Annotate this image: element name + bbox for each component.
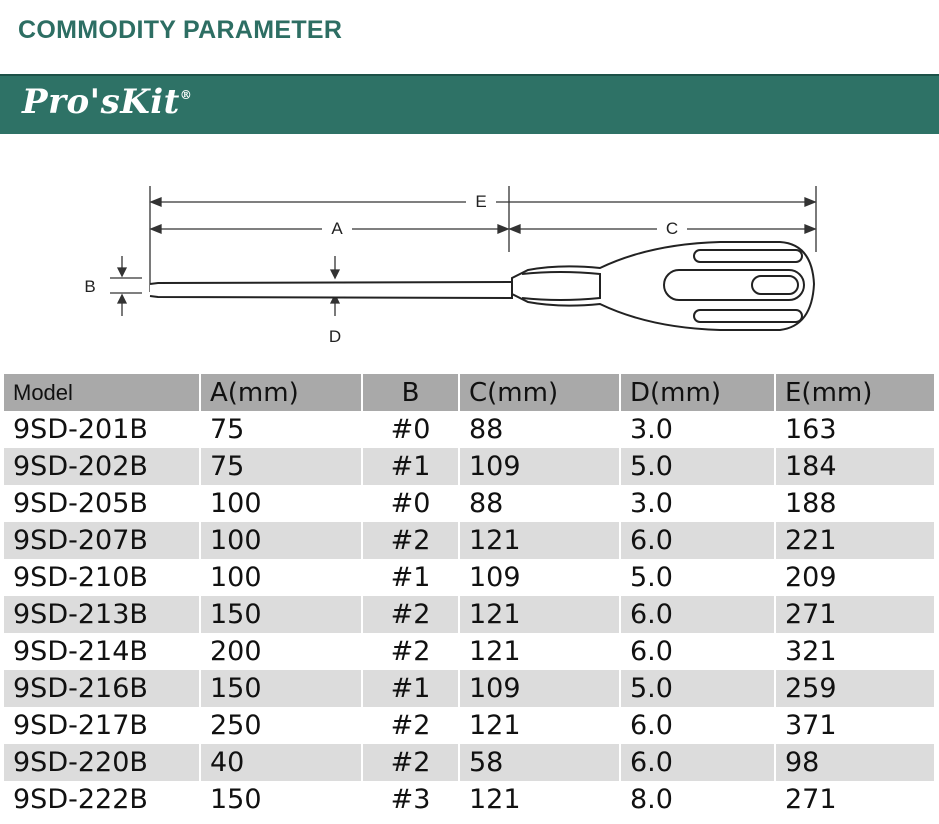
cell-b: #1: [362, 559, 459, 596]
dimension-b: [110, 256, 142, 316]
cell-b: #1: [362, 448, 459, 485]
table-row: [4, 744, 935, 781]
cell-model: 9SD-214B: [4, 633, 200, 670]
cell-e: 209: [775, 559, 935, 596]
dimension-label-a: A: [331, 219, 343, 238]
table-row: [4, 411, 935, 448]
cell-c: 88: [459, 411, 620, 448]
cell-a: 200: [200, 633, 362, 670]
cell-d: 8.0: [620, 781, 775, 818]
cell-b: #0: [362, 411, 459, 448]
cell-b: #2: [362, 522, 459, 559]
table-row: [4, 559, 935, 596]
table-row: [4, 522, 935, 559]
cell-model: 9SD-207B: [4, 522, 200, 559]
cell-a: 150: [200, 670, 362, 707]
cell-c: 58: [459, 744, 620, 781]
cell-e: 271: [775, 781, 935, 818]
cell-b: #1: [362, 670, 459, 707]
cell-d: 6.0: [620, 522, 775, 559]
cell-d: 6.0: [620, 633, 775, 670]
cell-d: 3.0: [620, 411, 775, 448]
cell-e: 271: [775, 596, 935, 633]
column-header-c: C(mm): [459, 374, 620, 411]
cell-e: 184: [775, 448, 935, 485]
cell-a: 100: [200, 485, 362, 522]
screwdriver-dimension-diagram: [0, 170, 939, 360]
cell-b: #3: [362, 781, 459, 818]
table-body: [4, 411, 935, 818]
dimension-label-c: C: [665, 219, 679, 238]
column-header-e: E(mm): [775, 374, 935, 411]
cell-c: 121: [459, 522, 620, 559]
cell-d: 5.0: [620, 448, 775, 485]
cell-model: 9SD-205B: [4, 485, 200, 522]
cell-e: 98: [775, 744, 935, 781]
cell-d: 5.0: [620, 670, 775, 707]
registered-mark: ®: [179, 88, 193, 102]
cell-b: #0: [362, 485, 459, 522]
cell-e: 321: [775, 633, 935, 670]
cell-d: 3.0: [620, 485, 775, 522]
cell-e: 221: [775, 522, 935, 559]
table-row: [4, 448, 935, 485]
cell-e: 259: [775, 670, 935, 707]
page-heading: COMMODITY PARAMETER: [18, 16, 343, 44]
cell-model: 9SD-210B: [4, 559, 200, 596]
column-header-model: Model: [4, 374, 200, 411]
cell-model: 9SD-222B: [4, 781, 200, 818]
cell-c: 109: [459, 559, 620, 596]
column-header-d: D(mm): [620, 374, 775, 411]
cell-model: 9SD-216B: [4, 670, 200, 707]
cell-c: 121: [459, 633, 620, 670]
cell-a: 75: [200, 448, 362, 485]
cell-a: 40: [200, 744, 362, 781]
cell-c: 121: [459, 781, 620, 818]
cell-model: 9SD-201B: [4, 411, 200, 448]
cell-d: 6.0: [620, 744, 775, 781]
cell-b: #2: [362, 744, 459, 781]
brand-banner: [0, 74, 939, 134]
cell-c: 121: [459, 596, 620, 633]
cell-a: 100: [200, 522, 362, 559]
dimension-a: [151, 225, 508, 233]
cell-b: #2: [362, 633, 459, 670]
cell-a: 75: [200, 411, 362, 448]
cell-model: 9SD-213B: [4, 596, 200, 633]
cell-c: 121: [459, 707, 620, 744]
cell-a: 150: [200, 781, 362, 818]
cell-c: 88: [459, 485, 620, 522]
brand-logo: [22, 82, 192, 122]
cell-b: #2: [362, 707, 459, 744]
column-header-a: A(mm): [200, 374, 362, 411]
cell-model: 9SD-220B: [4, 744, 200, 781]
table-row: [4, 633, 935, 670]
cell-c: 109: [459, 670, 620, 707]
cell-e: 163: [775, 411, 935, 448]
cell-model: 9SD-202B: [4, 448, 200, 485]
cell-d: 6.0: [620, 596, 775, 633]
dimension-label-d: D: [328, 327, 342, 346]
column-header-b: B: [362, 374, 459, 411]
specification-table: [4, 374, 936, 818]
cell-d: 6.0: [620, 707, 775, 744]
cell-d: 5.0: [620, 559, 775, 596]
cell-b: #2: [362, 596, 459, 633]
cell-a: 150: [200, 596, 362, 633]
dimension-c: [510, 225, 815, 233]
dimension-label-e: E: [475, 192, 487, 211]
table-row: [4, 670, 935, 707]
cell-model: 9SD-217B: [4, 707, 200, 744]
cell-c: 109: [459, 448, 620, 485]
dimension-label-b: B: [84, 277, 96, 296]
table-row: [4, 781, 935, 818]
brand-name: Pro'sKit: [22, 82, 180, 122]
cell-e: 188: [775, 485, 935, 522]
cell-e: 371: [775, 707, 935, 744]
screwdriver-drawing: [150, 242, 814, 330]
table-row: [4, 596, 935, 633]
cell-a: 100: [200, 559, 362, 596]
cell-a: 250: [200, 707, 362, 744]
table-header-row: [4, 374, 935, 411]
table-row: [4, 707, 935, 744]
table-row: [4, 485, 935, 522]
